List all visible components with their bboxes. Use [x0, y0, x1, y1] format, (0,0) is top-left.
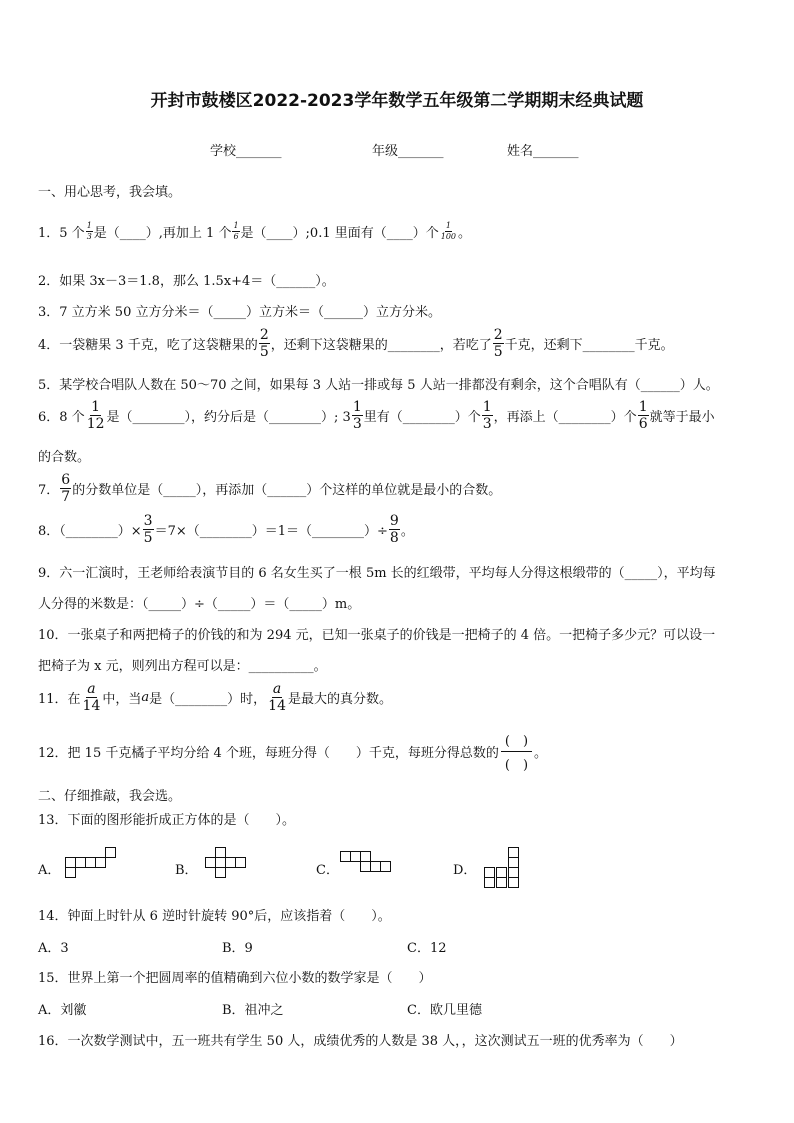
name-field[interactable]: 姓名_______ — [507, 144, 579, 159]
question-6-continued: 的合数。 — [38, 450, 91, 465]
fraction: $\frac{1}{12}$ — [86, 399, 105, 432]
q1-text-e: 。 — [458, 226, 472, 241]
fraction: $\frac{a}{14}$ — [82, 681, 101, 714]
q11-text-d: 是最大的真分数。 — [288, 692, 393, 707]
q15-option-a[interactable]: A．刘徽 — [38, 1003, 87, 1018]
question-3: 3．7 立方米 50 立方分米＝（_____）立方米＝（______）立方分米。 — [38, 305, 441, 320]
q1-text-b: 是（____）,再加上 1 个 — [93, 226, 232, 241]
q1-text-c: 是（____）;0.1 里面有（____）个 — [240, 226, 439, 241]
question-2: 2．如果 3x－3＝1.8，那么 1.5x+4＝（______）。 — [38, 274, 335, 289]
q6-text-c: 里有（________）个 — [363, 410, 481, 425]
q11-text-c: 是（________）时， — [149, 692, 267, 707]
question-7 — [38, 473, 501, 504]
q13-option-d[interactable]: D． — [453, 863, 477, 878]
q11-text-b: 中，当 — [102, 692, 142, 707]
question-8 — [38, 514, 414, 545]
q8-text-c: 。 — [400, 524, 414, 539]
q4-text-c: 千克，还剩下________千克。 — [504, 338, 674, 353]
q4-text-b: ，还剩下这袋糖果的________，若吃了 — [270, 338, 492, 353]
q15-option-c[interactable]: C．欧几里德 — [407, 1003, 482, 1018]
fraction: $\frac{1}{6}$ — [233, 221, 239, 241]
question-10: 10．一张桌子和两把椅子的价钱的和为 294 元，已知一张桌子的价钱是一把椅子的 4 倍。一把椅子多少元？可以设一 — [38, 628, 716, 643]
fraction: $\frac{1}{3}$ — [352, 399, 362, 432]
fraction: $\frac{1}{100}$ — [440, 221, 457, 241]
school-field[interactable]: 学校_______ — [210, 144, 282, 159]
fraction: $\frac{1}{3}$ — [482, 399, 492, 432]
question-4 — [38, 328, 674, 359]
question-5: 5．某学校合唱队人数在 50～70 之间，如果每 3 人站一排或每 5 人站一排都没有剩余，这个合唱队有（______）人。 — [38, 378, 719, 393]
question-12 — [38, 730, 547, 773]
fraction: $\frac{3}{5}$ — [143, 513, 153, 546]
q11-text-a: 11．在 — [38, 692, 81, 707]
q4-text-a: 4．一袋糖果 3 千克，吃了这袋糖果的 — [38, 338, 258, 353]
page-title: 开封市鼓楼区2022-2023学年数学五年级第二学期期末经典试题 — [150, 91, 644, 111]
question-14: 14．钟面上时针从 6 逆时针旋转 90°后，应该指着（ ）。 — [38, 909, 391, 924]
fraction: $\frac{9}{8}$ — [389, 513, 399, 546]
q15-option-b[interactable]: B．祖冲之 — [222, 1003, 284, 1018]
q14-option-a[interactable]: A．3 — [38, 941, 69, 956]
question-9-continued: 人分得的米数是：（_____）÷（_____）＝（_____）m。 — [38, 597, 361, 612]
question-10-continued: 把椅子为 x 元，则列出方程可以是：__________。 — [38, 659, 327, 674]
question-13: 13．下面的图形能折成正方体的是（ ）。 — [38, 813, 296, 828]
question-11 — [38, 682, 392, 713]
question-15: 15．世界上第一个把圆周率的值精确到六位小数的数学家是（ ） — [38, 971, 432, 986]
q12-text-b: 。 — [534, 746, 548, 761]
fraction: $\frac{2}{5}$ — [493, 327, 503, 360]
q14-option-c[interactable]: C．12 — [407, 941, 447, 956]
fraction: $\frac{6}{7}$ — [61, 472, 71, 505]
q13-option-a[interactable]: A． — [38, 863, 61, 878]
q13-option-c[interactable]: C． — [316, 863, 339, 878]
q12-text-a: 12．把 15 千克橘子平均分给 4 个班，每班分得（ ）千克，每班分得总数的 — [38, 746, 499, 761]
q11-variable: a — [141, 690, 150, 705]
fraction: $\frac{1}{3}$ — [86, 221, 92, 241]
grade-field[interactable]: 年级_______ — [372, 144, 444, 159]
q6-text-d: ，再添上（________）个 — [493, 410, 637, 425]
q8-text-a: 8．（________）× — [38, 524, 142, 539]
q6-text-b: 是（________），约分后是（________）; 3 — [106, 410, 351, 425]
section-heading-fill: 一、用心思考，我会填。 — [38, 185, 182, 200]
question-1 — [38, 222, 471, 241]
fraction: $\frac{a}{14}$ — [268, 681, 286, 714]
q14-option-b[interactable]: B．9 — [222, 941, 253, 956]
question-16: 16．一次数学测试中，五一班共有学生 50 人，成绩优秀的人数是 38 人，，这次测试五一班的优秀率为（ ） — [38, 1034, 683, 1049]
q1-text-a: 1．5 个 — [38, 226, 85, 241]
question-9: 9．六一汇演时，王老师给表演节目的 6 名女生买了一根 5m 长的红缎带，平均每人分得这根缎带的（_____），平均每 — [38, 566, 716, 581]
question-6 — [38, 400, 715, 431]
section-heading-choice: 二、仔细推敲，我会选。 — [38, 789, 182, 804]
q7-text-a: 7． — [38, 483, 60, 498]
q8-text-b: ＝7×（________）＝1＝（________）÷ — [154, 524, 388, 539]
blank-fraction[interactable]: ( ) ( ) — [501, 730, 532, 773]
fraction: $\frac{2}{5}$ — [259, 327, 269, 360]
q6-text-a: 6．8 个 — [38, 410, 85, 425]
q6-text-e: 就等于最小 — [649, 410, 715, 425]
fraction: $\frac{1}{6}$ — [638, 399, 648, 432]
q7-text-b: 的分数单位是（_____），再添加（______）个这样的单位就是最小的合数。 — [72, 483, 502, 498]
q13-option-b[interactable]: B． — [175, 863, 198, 878]
